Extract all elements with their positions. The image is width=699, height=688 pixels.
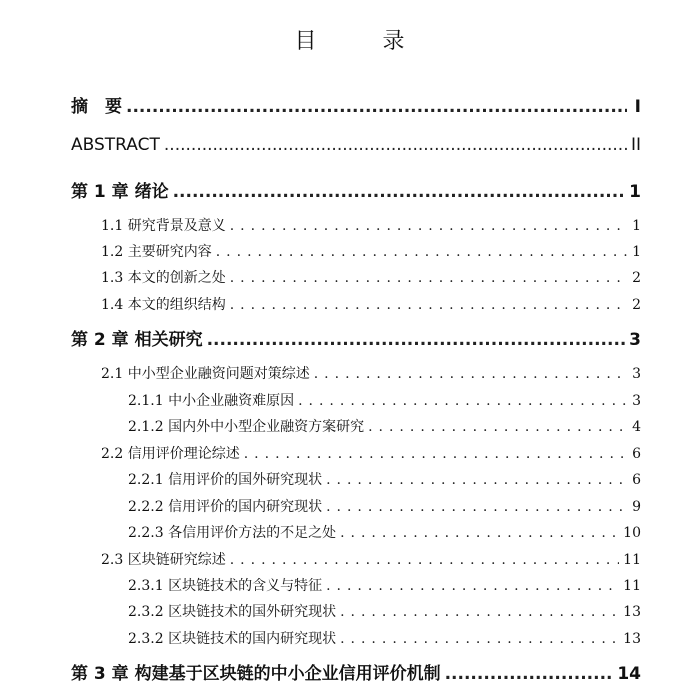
toc-entry-abstract-en[interactable] xyxy=(71,135,641,155)
toc-entry-label: 2.1 中小型企业融资问题对策综述 xyxy=(101,366,310,382)
toc-entry-page: 1 xyxy=(632,218,641,234)
toc-entry-page: I xyxy=(634,97,641,117)
toc-entry-label: 第 3 章 构建基于区块链的中小企业信用评价机制 xyxy=(71,664,441,684)
toc-entry-label: 2.1.2 国内外中小型企业融资方案研究 xyxy=(128,419,365,435)
toc-entry-chapter-2[interactable] xyxy=(71,325,641,350)
page-title: 目 录 xyxy=(294,29,427,54)
toc-entry-label: 2.2.1 信用评价的国外研究现状 xyxy=(128,472,323,488)
toc-leader-dots xyxy=(340,525,619,541)
toc-entry-2-2-1[interactable] xyxy=(128,469,641,489)
toc-leader-dots xyxy=(164,135,627,155)
toc-entry-label: 第 2 章 相关研究 xyxy=(71,330,203,350)
toc-leader-dots xyxy=(173,182,626,202)
toc-entry-label: 1.3 本文的创新之处 xyxy=(101,270,226,286)
toc-entry-label: 第 1 章 绪论 xyxy=(71,182,169,202)
toc-entry-1-2[interactable] xyxy=(101,241,641,261)
toc-entry-page: 6 xyxy=(632,472,641,488)
toc-entry-label: 摘 要 xyxy=(71,97,122,117)
toc-leader-dots xyxy=(207,330,626,350)
toc-entry-label: 2.3.2 区块链技术的国外研究现状 xyxy=(128,604,337,620)
toc-entry-label: 2.3 区块链研究综述 xyxy=(101,552,226,568)
toc-entry-1-4[interactable] xyxy=(101,294,641,314)
toc-leader-dots xyxy=(216,244,627,260)
toc-entry-page: 9 xyxy=(632,499,641,515)
toc-entry-2-3-2a[interactable] xyxy=(128,601,641,621)
toc-leader-dots xyxy=(230,552,619,568)
toc-entry-page: 2 xyxy=(632,270,641,286)
toc-entry-2-3[interactable] xyxy=(101,549,641,569)
toc-entry-abstract-cn[interactable] xyxy=(71,92,641,117)
toc-entry-2-2[interactable] xyxy=(101,443,641,463)
toc-entry-page: 4 xyxy=(632,419,641,435)
toc-entry-2-1-2[interactable] xyxy=(128,416,641,436)
toc-entry-page: 13 xyxy=(623,631,641,647)
toc-leader-dots xyxy=(368,419,627,435)
toc-leader-dots xyxy=(244,446,627,462)
toc-leader-dots xyxy=(445,664,614,684)
toc-entry-label: 2.2.3 各信用评价方法的不足之处 xyxy=(128,525,337,541)
toc-entry-page: 10 xyxy=(623,525,641,541)
toc-leader-dots xyxy=(126,97,627,117)
toc-entry-page: 3 xyxy=(632,393,641,409)
toc-entry-page: 2 xyxy=(632,297,641,313)
toc-entry-page: 1 xyxy=(632,244,641,260)
toc-entry-page: 1 xyxy=(629,182,641,202)
toc-leader-dots xyxy=(230,297,627,313)
toc-leader-dots xyxy=(298,393,627,409)
toc-entry-2-2-3[interactable] xyxy=(128,522,641,542)
toc-leader-dots xyxy=(230,218,627,234)
toc-entry-2-3-2b[interactable] xyxy=(128,628,641,648)
toc-entry-2-1[interactable] xyxy=(101,363,641,383)
toc-entry-label: ABSTRACT xyxy=(71,135,160,155)
toc-entry-page: 13 xyxy=(623,604,641,620)
toc-entry-label: 2.3.2 区块链技术的国内研究现状 xyxy=(128,631,337,647)
toc-entry-label: 2.2 信用评价理论综述 xyxy=(101,446,240,462)
toc-leader-dots xyxy=(230,270,627,286)
toc-leader-dots xyxy=(340,631,619,647)
toc-leader-dots xyxy=(314,366,627,382)
toc-entry-page: 11 xyxy=(623,578,641,594)
toc-leader-dots xyxy=(326,472,627,488)
toc-entry-label: 2.3.1 区块链技术的含义与特征 xyxy=(128,578,323,594)
toc-leader-dots xyxy=(326,578,619,594)
toc-leader-dots xyxy=(340,604,619,620)
toc-entry-page: II xyxy=(630,135,641,155)
toc-entry-2-2-2[interactable] xyxy=(128,496,641,516)
toc-entry-1-1[interactable] xyxy=(101,215,641,235)
toc-entry-page: 14 xyxy=(617,664,641,684)
toc-entry-page: 3 xyxy=(629,330,641,350)
toc-entry-chapter-3[interactable] xyxy=(71,659,641,684)
toc-entry-label: 2.2.2 信用评价的国内研究现状 xyxy=(128,499,323,515)
toc-entry-label: 1.4 本文的组织结构 xyxy=(101,297,226,313)
toc-entry-label: 2.1.1 中小企业融资难原因 xyxy=(128,393,295,409)
toc-entry-page: 3 xyxy=(632,366,641,382)
toc-entry-page: 6 xyxy=(632,446,641,462)
toc-entry-2-3-1[interactable] xyxy=(128,575,641,595)
toc-entry-1-3[interactable] xyxy=(101,267,641,287)
toc-entry-2-1-1[interactable] xyxy=(128,390,641,410)
toc-entry-label: 1.2 主要研究内容 xyxy=(101,244,212,260)
toc-leader-dots xyxy=(326,499,627,515)
toc-entry-label: 1.1 研究背景及意义 xyxy=(101,218,226,234)
toc-entry-page: 11 xyxy=(623,552,641,568)
toc-entry-chapter-1[interactable] xyxy=(71,177,641,202)
